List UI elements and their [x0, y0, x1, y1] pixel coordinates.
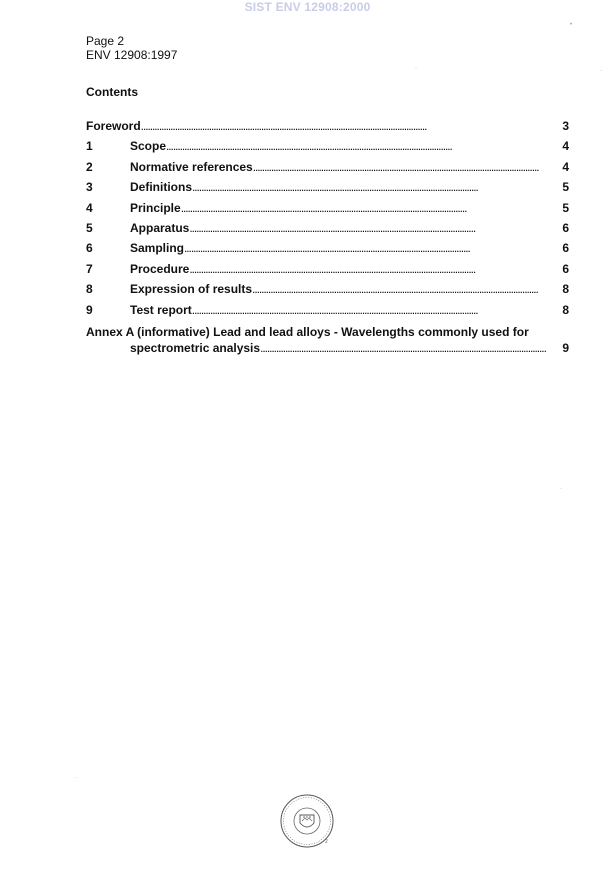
toc-leader: [184, 241, 562, 255]
toc-title: Test report: [130, 302, 192, 317]
toc-item[interactable]: [86, 262, 569, 282]
toc-page: 3: [562, 119, 569, 133]
contents-title: Contents: [86, 85, 138, 99]
toc-title: Foreword: [86, 119, 141, 133]
toc-leader: [166, 139, 562, 153]
toc-title: Apparatus: [130, 220, 190, 235]
page-header: [86, 34, 177, 62]
toc-item[interactable]: [86, 201, 569, 221]
toc-title: Normative references: [130, 159, 253, 174]
toc-number: 8: [86, 282, 93, 297]
toc-number: 6: [86, 241, 93, 256]
toc-annex-a[interactable]: [86, 325, 569, 357]
toc-leader: [253, 160, 562, 174]
toc-leader: [141, 119, 562, 133]
toc-number: 1: [86, 139, 93, 154]
toc-leader: [260, 341, 562, 355]
toc-page: 5: [562, 200, 569, 215]
toc-number: 2: [86, 159, 93, 174]
toc-item[interactable]: [86, 303, 569, 323]
toc-page: 8: [562, 282, 569, 297]
toc-page: 4: [562, 159, 569, 174]
table-of-contents: [86, 119, 569, 357]
toc-annex-title-cont: spectrometric analysis: [130, 340, 261, 355]
toc-page: 6: [562, 241, 569, 256]
toc-annex-title: Annex A (informative) Lead and lead alloys - Wavelengths commonly used for: [86, 324, 529, 339]
toc-number: 4: [86, 200, 93, 215]
toc-title: Scope: [130, 139, 167, 154]
toc-page: 5: [562, 180, 569, 195]
toc-leader: [189, 262, 562, 276]
svg-text:2: 2: [325, 839, 328, 845]
watermark: SIST ENV 12908:2000: [244, 0, 371, 14]
page-number: Page 2: [86, 34, 125, 48]
toc-foreword[interactable]: [86, 119, 569, 139]
official-seal-icon: [279, 793, 335, 849]
scan-speck: ·: [75, 775, 77, 781]
toc-item[interactable]: [86, 139, 569, 159]
toc-title: Definitions: [130, 180, 192, 195]
toc-number: 7: [86, 261, 93, 276]
toc-page: 6: [562, 220, 569, 235]
toc-leader: [192, 180, 562, 194]
toc-number: 9: [86, 302, 93, 317]
toc-leader: [181, 201, 562, 215]
toc-page: 9: [562, 340, 569, 355]
toc-item[interactable]: [86, 180, 569, 200]
toc-number: 3: [86, 180, 93, 195]
standard-id: ENV 12908:1997: [86, 48, 178, 62]
scan-speck: ·: [415, 66, 417, 72]
toc-page: 4: [562, 139, 569, 154]
toc-item[interactable]: [86, 221, 569, 241]
toc-title: Procedure: [130, 261, 190, 276]
toc-item[interactable]: [86, 160, 569, 180]
toc-page: 8: [562, 302, 569, 317]
toc-title: Expression of results: [130, 282, 253, 297]
toc-title: Principle: [130, 200, 181, 215]
toc-item[interactable]: [86, 282, 569, 302]
toc-title: Sampling: [130, 241, 185, 256]
scan-speck: ·: [560, 486, 562, 492]
scan-speck: •: [570, 22, 573, 28]
scan-speck: ·: [600, 68, 602, 74]
toc-leader: [189, 221, 562, 235]
toc-leader: [252, 282, 562, 296]
toc-leader: [192, 303, 562, 317]
toc-page: 6: [562, 261, 569, 276]
toc-item[interactable]: [86, 241, 569, 261]
toc-number: 5: [86, 220, 93, 235]
